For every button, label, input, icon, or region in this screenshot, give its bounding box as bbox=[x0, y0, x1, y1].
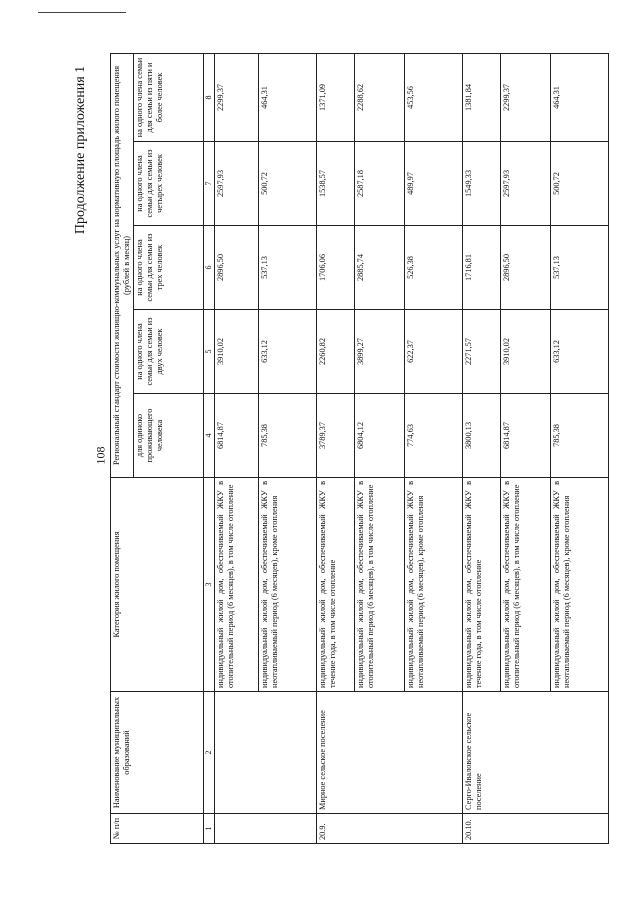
value-cell: 453,56 bbox=[404, 53, 462, 141]
value-cell: 6814,87 bbox=[500, 394, 550, 478]
index-cell: 4 bbox=[204, 394, 215, 478]
continuation-label: Продолжение приложения 1 bbox=[73, 65, 88, 235]
index-cell: 3 bbox=[204, 478, 215, 692]
row-category: индивидуальный жилой дом, обеспечиваемый ЖКУ в отопительный период (6 месяцев), в том числе отопление bbox=[500, 478, 550, 692]
table-row bbox=[316, 53, 354, 843]
value-cell: 2597,93 bbox=[214, 142, 258, 226]
header-col-5: на одного члена семьи для семьи из пяти и более человек bbox=[134, 53, 204, 141]
value-cell: 1538,57 bbox=[316, 142, 354, 226]
value-cell: 1716,81 bbox=[462, 226, 500, 310]
header-col-2: на одного члена семьи для семьи из двух человек bbox=[134, 310, 204, 394]
value-cell: 2299,37 bbox=[214, 53, 258, 141]
value-cell: 633,12 bbox=[550, 310, 608, 394]
header-standard-group: Региональный стандарт стоимости жилищно-коммунальных услуг на нормативную площадь жилого помещения (рублей в месяц) bbox=[111, 53, 134, 477]
page-number: 108 bbox=[93, 446, 108, 465]
table-stage bbox=[110, 54, 600, 844]
table-row bbox=[214, 53, 258, 843]
row-municipality: Мирное сельское поселение bbox=[316, 692, 462, 814]
value-cell: 2896,50 bbox=[214, 226, 258, 310]
value-cell: 633,12 bbox=[258, 310, 316, 394]
index-cell: 6 bbox=[204, 226, 215, 310]
value-cell: 3910,02 bbox=[214, 310, 258, 394]
header-col-1: для одиноко проживающего человека bbox=[134, 394, 204, 478]
value-cell: 1706,06 bbox=[316, 226, 354, 310]
value-cell: 3910,02 bbox=[500, 310, 550, 394]
value-cell: 3789,37 bbox=[316, 394, 354, 478]
row-category: индивидуальный жилой дом, обеспечиваемый ЖКУ в неотапливаемый период (6 месяцев), кроме отопления bbox=[550, 478, 608, 692]
value-cell: 774,63 bbox=[404, 394, 462, 478]
value-cell: 2288,62 bbox=[354, 53, 404, 141]
value-cell: 526,38 bbox=[404, 226, 462, 310]
row-municipality: Серго-Иваловское сельское поселение bbox=[462, 692, 608, 814]
header-num: № п/п bbox=[111, 814, 204, 844]
value-cell: 2260,82 bbox=[316, 310, 354, 394]
value-cell: 500,72 bbox=[258, 142, 316, 226]
index-cell: 1 bbox=[204, 814, 215, 844]
index-cell: 7 bbox=[204, 142, 215, 226]
row-category: индивидуальный жилой дом, обеспечиваемый ЖКУ в отопительный период (6 месяцев), в том числе отопление bbox=[214, 478, 258, 692]
header-name: Наименование муниципальных образований bbox=[111, 692, 204, 814]
value-cell: 2885,74 bbox=[354, 226, 404, 310]
row-category: индивидуальный жилой дом, обеспечиваемый ЖКУ в неотапливаемый период (6 месяцев), кроме отопления bbox=[404, 478, 462, 692]
table-row bbox=[462, 53, 500, 843]
row-category: индивидуальный жилой дом, обеспечиваемый ЖКУ в течение года, в том числе отопление bbox=[316, 478, 354, 692]
value-cell: 785,38 bbox=[550, 394, 608, 478]
value-cell: 785,38 bbox=[258, 394, 316, 478]
value-cell: 3800,13 bbox=[462, 394, 500, 478]
index-cell: 8 bbox=[204, 53, 215, 141]
row-num: 20.10. bbox=[462, 814, 608, 844]
row-category: индивидуальный жилой дом, обеспечиваемый ЖКУ в неотапливаемый период (6 месяцев), кроме отопления bbox=[258, 478, 316, 692]
header-col-3: на одного члена семьи для семьи из трех человек bbox=[134, 226, 204, 310]
value-cell: 1549,33 bbox=[462, 142, 500, 226]
rotated-table-wrap bbox=[110, 54, 600, 844]
row-num bbox=[214, 814, 316, 844]
index-cell: 5 bbox=[204, 310, 215, 394]
standard-table bbox=[110, 53, 609, 844]
value-cell: 6804,12 bbox=[354, 394, 404, 478]
header-category: Категория жилого помещения bbox=[111, 478, 204, 692]
header-col-4: на одного члена семьи для семьи из четырех человек bbox=[134, 142, 204, 226]
row-category: индивидуальный жилой дом, обеспечиваемый ЖКУ в течение года, в том числе отопление bbox=[462, 478, 500, 692]
row-num: 20.9. bbox=[316, 814, 462, 844]
value-cell: 622,37 bbox=[404, 310, 462, 394]
value-cell: 1371,09 bbox=[316, 53, 354, 141]
index-row bbox=[204, 53, 215, 843]
value-cell: 2299,37 bbox=[500, 53, 550, 141]
row-municipality bbox=[214, 692, 316, 814]
value-cell: 2587,18 bbox=[354, 142, 404, 226]
value-cell: 2271,57 bbox=[462, 310, 500, 394]
row-category: индивидуальный жилой дом, обеспечиваемый ЖКУ в отопительный период (6 месяцев), в том числе отопление bbox=[354, 478, 404, 692]
index-cell: 2 bbox=[204, 692, 215, 814]
value-cell: 6814,87 bbox=[214, 394, 258, 478]
value-cell: 537,13 bbox=[258, 226, 316, 310]
top-rule bbox=[38, 12, 126, 13]
value-cell: 1381,84 bbox=[462, 53, 500, 141]
value-cell: 489,97 bbox=[404, 142, 462, 226]
value-cell: 2597,93 bbox=[500, 142, 550, 226]
value-cell: 464,31 bbox=[550, 53, 608, 141]
value-cell: 2896,50 bbox=[500, 226, 550, 310]
continuation-label-wrap bbox=[66, 60, 96, 240]
value-cell: 537,13 bbox=[550, 226, 608, 310]
value-cell: 464,31 bbox=[258, 53, 316, 141]
value-cell: 3899,27 bbox=[354, 310, 404, 394]
value-cell: 500,72 bbox=[550, 142, 608, 226]
